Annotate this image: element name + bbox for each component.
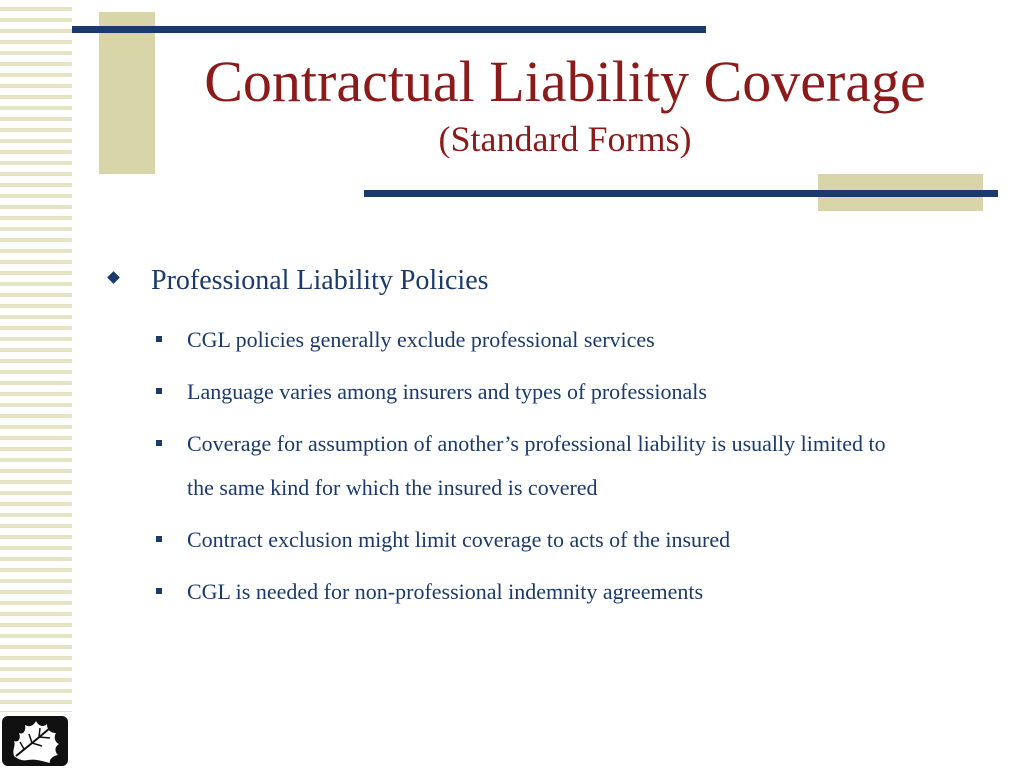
decorative-navy-bar-bottom [364, 190, 998, 197]
list-item-text: Contract exclusion might limit coverage to acts of the insured [187, 527, 731, 552]
diamond-bullet-icon [107, 271, 120, 284]
slide-title: Contractual Liability Coverage [204, 49, 926, 114]
list-item-text: Coverage for assumption of another’s professional liability is usually limited to the same kind for which the insured is covered [187, 431, 886, 500]
decorative-stripes [0, 0, 72, 712]
sub-bullet-list [156, 318, 916, 622]
decorative-tan-block-left [99, 12, 155, 174]
list-item [156, 518, 916, 562]
level1-bullet-text: Professional Liability Policies [151, 265, 489, 296]
square-bullet-icon [156, 336, 162, 342]
square-bullet-icon [156, 588, 162, 594]
list-item-text: CGL is needed for non-professional indemnity agreements [187, 579, 704, 604]
list-item [156, 422, 916, 510]
list-item [156, 318, 916, 362]
list-item-text: Language varies among insurers and types of professionals [187, 379, 707, 404]
list-item [156, 570, 916, 614]
oak-leaf-logo-icon [2, 716, 68, 766]
level1-bullet [106, 264, 986, 298]
square-bullet-icon [156, 388, 162, 394]
square-bullet-icon [156, 440, 162, 446]
slide-subtitle: (Standard Forms) [438, 119, 692, 159]
list-item [156, 370, 916, 414]
list-item-text: CGL policies generally exclude professional services [187, 327, 655, 352]
square-bullet-icon [156, 536, 162, 542]
decorative-navy-bar-top [72, 26, 706, 33]
